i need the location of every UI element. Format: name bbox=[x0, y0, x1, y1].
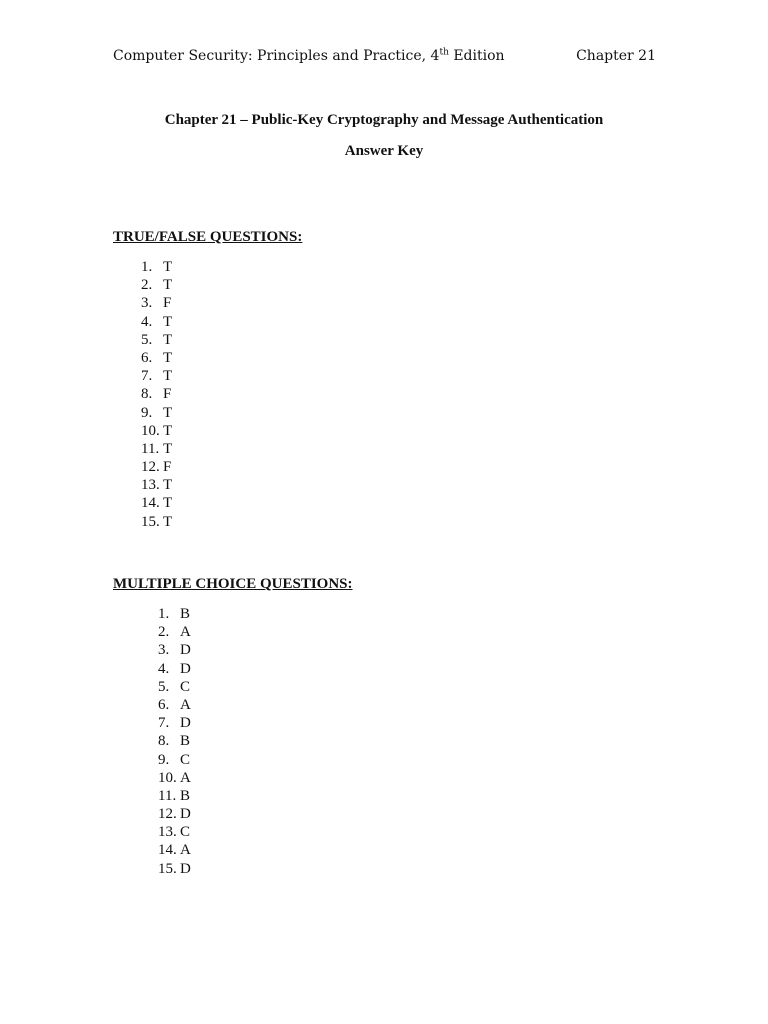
multiple-choice-item-number: 2. bbox=[158, 624, 170, 641]
true-false-item-number: 12. bbox=[141, 459, 160, 476]
header-book-title-text: Computer Security: Principles and Practice, 4 bbox=[113, 48, 440, 64]
header-edition-superscript: th bbox=[439, 47, 449, 58]
true-false-heading: TRUE/FALSE QUESTIONS: bbox=[113, 229, 303, 245]
multiple-choice-item-number: 11. bbox=[158, 787, 177, 804]
multiple-choice-item-answer: C bbox=[180, 824, 191, 841]
true-false-item-number: 6. bbox=[141, 349, 153, 366]
multiple-choice-item-answer: A bbox=[180, 769, 191, 786]
multiple-choice-item-answer: B bbox=[180, 606, 191, 622]
true-false-item-answer: T bbox=[163, 495, 173, 512]
true-false-item-number: 13. bbox=[141, 477, 160, 494]
true-false-item-number: 3. bbox=[141, 295, 153, 312]
true-false-item-number: 1. bbox=[141, 259, 153, 275]
true-false-item-number: 9. bbox=[141, 404, 153, 421]
multiple-choice-item-answer: D bbox=[180, 660, 191, 677]
multiple-choice-item-number: 7. bbox=[158, 715, 170, 732]
header-edition-suffix: Edition bbox=[448, 48, 505, 64]
true-false-item-answer: T bbox=[163, 513, 173, 530]
multiple-choice-item-answer: A bbox=[180, 624, 191, 641]
multiple-choice-item-answer: D bbox=[180, 860, 191, 877]
multiple-choice-item-number: 14. bbox=[158, 842, 177, 859]
multiple-choice-item-answer: D bbox=[180, 715, 191, 732]
multiple-choice-item-answer: A bbox=[180, 696, 191, 713]
multiple-choice-item-answer: B bbox=[180, 733, 191, 750]
multiple-choice-item-number: 8. bbox=[158, 733, 170, 750]
true-false-item-number: 14. bbox=[141, 495, 160, 512]
multiple-choice-item-number: 9. bbox=[158, 751, 170, 768]
true-false-item-answer: F bbox=[163, 386, 172, 403]
true-false-item-answer: T bbox=[163, 349, 173, 366]
true-false-item-number: 7. bbox=[141, 368, 153, 385]
true-false-item-answer: F bbox=[163, 295, 172, 312]
true-false-item-answer: T bbox=[163, 477, 173, 494]
document-title: Chapter 21 – Public-Key Cryptography and Message Authentication bbox=[164, 112, 604, 128]
multiple-choice-item-answer: C bbox=[180, 678, 191, 695]
multiple-choice-item-answer: D bbox=[180, 806, 191, 823]
true-false-item-number: 11. bbox=[141, 440, 160, 457]
multiple-choice-item-number: 5. bbox=[158, 678, 170, 695]
true-false-item-answer: T bbox=[163, 404, 173, 421]
multiple-choice-item-number: 15. bbox=[158, 860, 177, 877]
true-false-item-answer: T bbox=[163, 331, 173, 348]
true-false-item-number: 8. bbox=[141, 386, 153, 403]
true-false-item-answer: T bbox=[163, 313, 173, 330]
multiple-choice-item-answer: A bbox=[180, 842, 191, 859]
multiple-choice-item-number: 3. bbox=[158, 642, 170, 659]
multiple-choice-item-number: 10. bbox=[158, 769, 177, 786]
true-false-item-answer: F bbox=[163, 459, 172, 476]
multiple-choice-item-number: 4. bbox=[158, 660, 170, 677]
true-false-item-number: 15. bbox=[141, 513, 160, 530]
true-false-item-answer: T bbox=[163, 368, 173, 385]
true-false-item-answer: T bbox=[163, 422, 173, 439]
multiple-choice-item-number: 12. bbox=[158, 806, 177, 823]
true-false-item-answer: T bbox=[163, 440, 173, 457]
multiple-choice-item-answer: D bbox=[180, 642, 191, 659]
header-book-title bbox=[113, 46, 505, 66]
multiple-choice-item-number: 6. bbox=[158, 696, 170, 713]
true-false-item-number: 2. bbox=[141, 277, 153, 294]
true-false-item-number: 4. bbox=[141, 313, 153, 330]
multiple-choice-heading: MULTIPLE CHOICE QUESTIONS: bbox=[113, 576, 353, 592]
multiple-choice-item-number: 1. bbox=[158, 606, 170, 622]
true-false-item-number: 5. bbox=[141, 331, 153, 348]
true-false-item-answer: T bbox=[163, 277, 173, 294]
true-false-item-number: 10. bbox=[141, 422, 160, 439]
true-false-item-answer: T bbox=[163, 259, 173, 275]
multiple-choice-item-number: 13. bbox=[158, 824, 177, 841]
multiple-choice-item-answer: C bbox=[180, 751, 191, 768]
multiple-choice-item-answer: B bbox=[180, 787, 191, 804]
header-chapter-label: Chapter 21 bbox=[576, 48, 656, 64]
document-subtitle: Answer Key bbox=[344, 143, 424, 159]
